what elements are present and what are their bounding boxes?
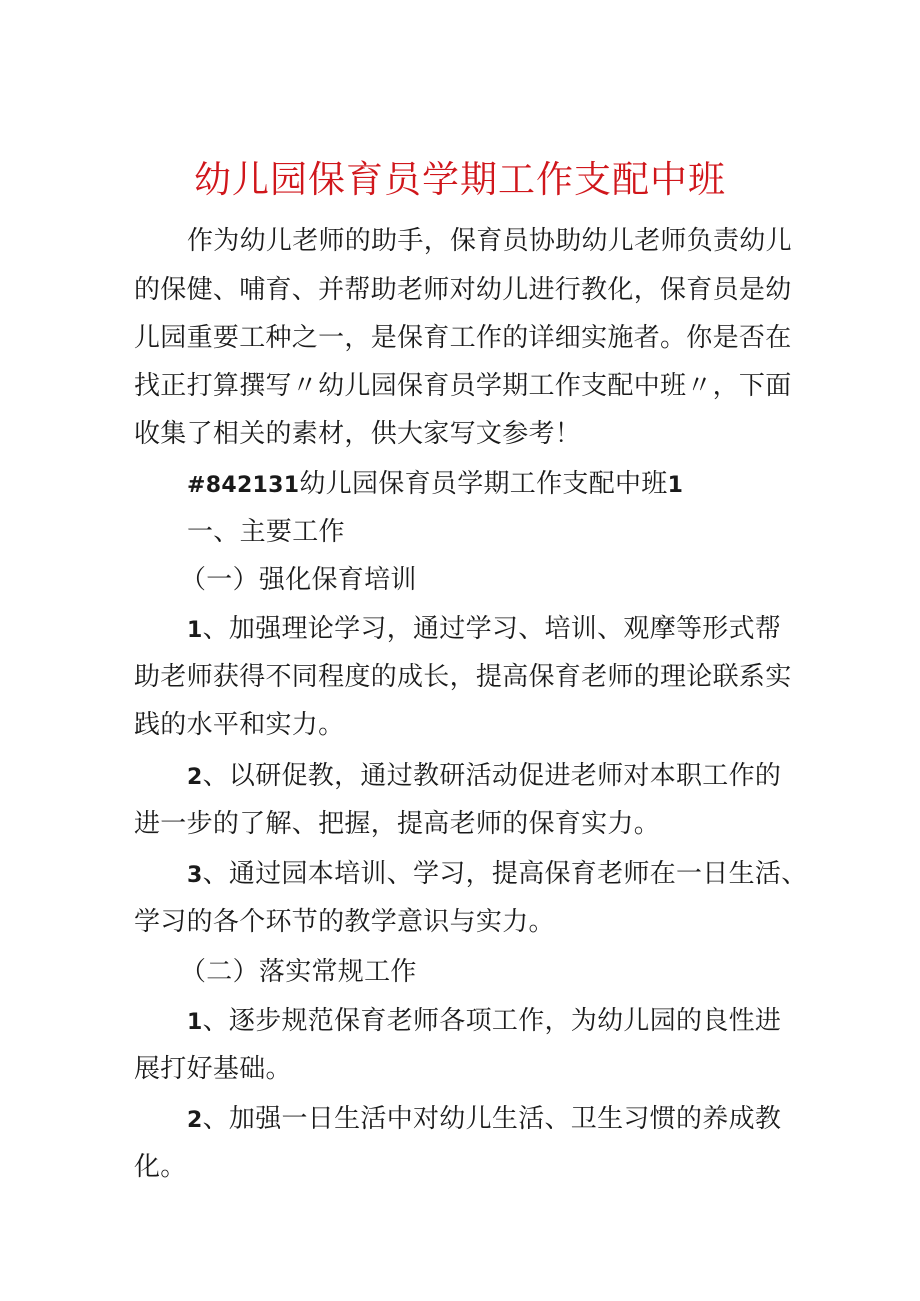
list-item <box>187 1001 781 1043</box>
list-item <box>187 609 781 651</box>
intro-line: 找正打算撰写〃幼儿园保育员学期工作支配中班〃，下面 <box>134 371 792 401</box>
subsection-heading: （二）落实常规工作 <box>180 957 417 987</box>
doc-heading-text: 幼儿园保育员学期工作支配中班 <box>299 469 668 499</box>
item-text: 、逐步规范保育老师各项工作，为幼儿园的良性进 <box>202 1006 782 1036</box>
list-item <box>187 854 808 896</box>
item-text: 助老师获得不同程度的成长，提高保育老师的理论联系实 <box>134 662 792 692</box>
intro-line: 的保健、哺育、并帮助老师对幼儿进行教化，保育员是幼 <box>134 275 792 305</box>
item-text: 践的水平和实力。 <box>134 710 345 740</box>
item-text: 进一步的了解、把握，提高老师的保育实力。 <box>134 809 661 839</box>
doc-heading <box>187 464 683 506</box>
item-number: 2 <box>187 765 203 790</box>
list-item <box>187 1099 781 1141</box>
item-number: 2 <box>187 1108 203 1133</box>
item-text: 、加强理论学习，通过学习、培训、观摩等形式帮 <box>202 614 782 644</box>
doc-heading-num: 1 <box>667 473 684 498</box>
item-text: 、以研促教，通过教研活动促进老师对本职工作的 <box>202 761 782 791</box>
item-text: 、加强一日生活中对幼儿生活、卫生习惯的养成教 <box>202 1104 782 1134</box>
item-text: 学习的各个环节的教学意识与实力。 <box>134 907 555 937</box>
intro-line: 收集了相关的素材，供大家写文参考！ <box>134 419 582 449</box>
document-title: 幼儿园保育员学期工作支配中班 <box>194 158 726 201</box>
list-item <box>187 756 781 798</box>
item-text: 展打好基础。 <box>134 1054 292 1084</box>
item-number: 1 <box>187 1010 203 1035</box>
item-text: 、通过园本培训、学习，提高保育老师在一日生活、 <box>202 859 808 889</box>
item-number: 3 <box>187 863 203 888</box>
item-text: 化。 <box>134 1152 187 1182</box>
doc-id: #842131 <box>187 473 300 498</box>
intro-line: 儿园重要工种之一，是保育工作的详细实施者。你是否在 <box>134 323 792 353</box>
intro-line: 作为幼儿老师的助手，保育员协助幼儿老师负责幼儿 <box>187 226 792 256</box>
subsection-heading: （一）强化保育培训 <box>180 565 417 595</box>
section-heading: 一、主要工作 <box>187 517 345 547</box>
item-number: 1 <box>187 618 203 643</box>
